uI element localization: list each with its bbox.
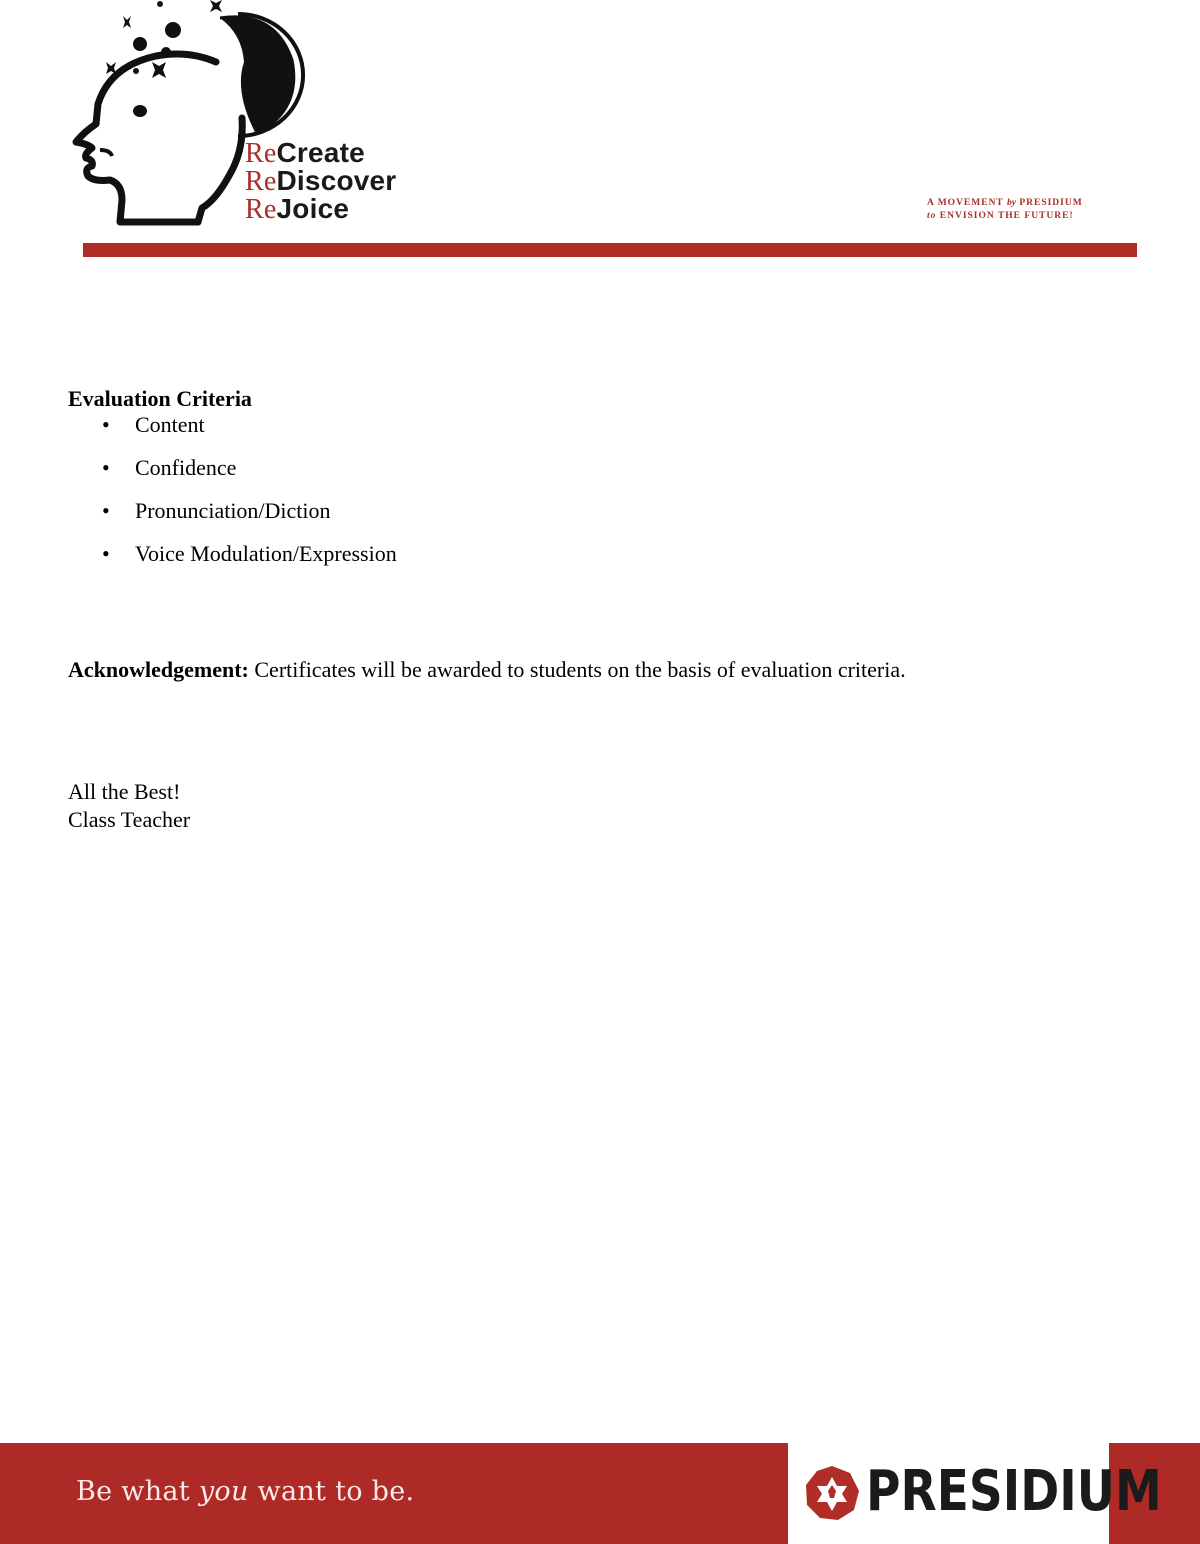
criterion-text: Confidence	[135, 455, 237, 480]
evaluation-criteria-heading: Evaluation Criteria	[68, 386, 252, 411]
bullet-icon: •	[102, 412, 110, 437]
letterhead-footer	[0, 1443, 1200, 1544]
closing-greeting: All the Best!	[68, 779, 181, 804]
list-item	[68, 498, 1128, 541]
evaluation-criteria-list	[68, 412, 1128, 584]
logo-line-recreate: ReCreate	[245, 137, 365, 169]
signature-role: Class Teacher	[68, 807, 191, 832]
footer-slogan: Be what you want to be.	[76, 1476, 415, 1507]
presidium-wordmark: PRESIDIUM	[866, 1459, 1162, 1524]
head-outline	[76, 54, 242, 222]
moon-icon	[220, 17, 294, 134]
bullet-icon: •	[102, 498, 110, 523]
logo-line-rediscover: ReDiscover	[245, 165, 397, 197]
header-divider	[83, 243, 1137, 257]
list-item	[68, 455, 1128, 498]
criterion-text: Content	[135, 412, 205, 437]
brand-panel	[788, 1443, 1162, 1544]
header-tagline	[927, 197, 1083, 223]
criterion-text: Voice Modulation/Expression	[135, 541, 397, 566]
list-item	[68, 412, 1128, 455]
criterion-text: Pronunciation/Diction	[135, 498, 331, 523]
presidium-star-icon	[804, 1465, 860, 1521]
acknowledgement-paragraph	[68, 656, 906, 684]
tagline-line-2: to ENVISION THE FUTURE!	[927, 211, 1074, 221]
acknowledgement-text: Certificates will be awarded to students on the basis of evaluation criteria.	[254, 657, 906, 682]
tagline-line-1: A MOVEMENT by PRESIDIUM	[927, 198, 1083, 208]
acknowledgement-label: Acknowledgement:	[68, 657, 249, 682]
list-item	[68, 541, 1128, 584]
logo-line-rejoice: ReJoice	[245, 193, 350, 225]
bullet-icon: •	[102, 541, 110, 566]
bullet-icon: •	[102, 455, 110, 480]
document-body	[68, 386, 1128, 832]
closing-block	[68, 778, 190, 834]
sparkle-icons	[197, 40, 239, 107]
